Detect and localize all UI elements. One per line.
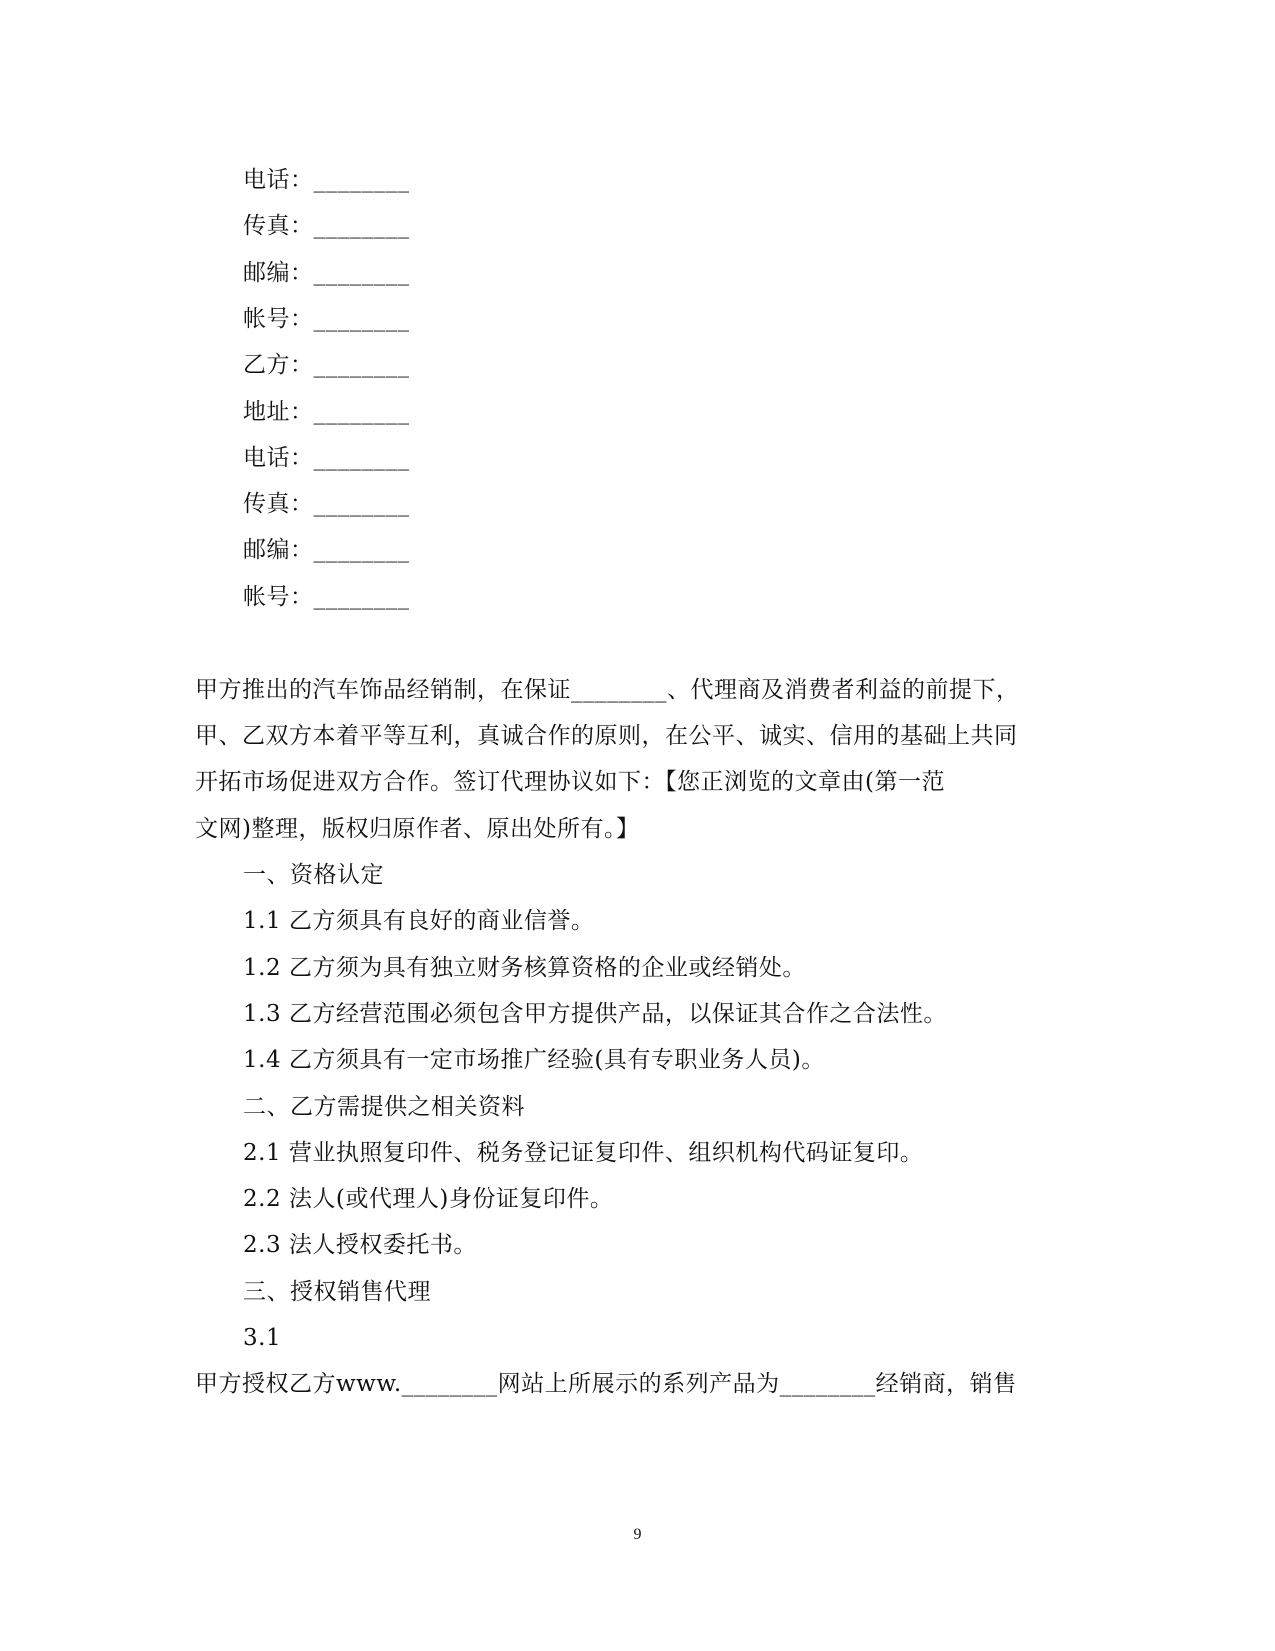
preamble-line-1: 甲方推出的汽车饰品经销制，在保证________、代理商及消费者利益的前提下， <box>195 677 1020 703</box>
party-b-fax-line: 传真：________ <box>243 491 410 517</box>
party-b-account-line: 帐号：________ <box>243 584 410 610</box>
party-a-account-line: 帐号：________ <box>243 306 410 332</box>
preamble-line-3: 开拓市场促进双方合作。签订代理协议如下：【您正浏览的文章由(第一范 <box>195 769 945 795</box>
party-a-fax-line: 传真：________ <box>243 213 410 239</box>
clause-2-2: 2.2 法人(或代理人)身份证复印件。 <box>243 1186 614 1212</box>
section-3-heading: 三、授权销售代理 <box>243 1279 431 1305</box>
party-a-postcode-line: 邮编：________ <box>243 260 410 286</box>
clause-1-1: 1.1 乙方须具有良好的商业信誉。 <box>243 908 595 934</box>
section-2-heading: 二、乙方需提供之相关资料 <box>243 1094 525 1120</box>
clause-3-1-number: 3.1 <box>243 1325 282 1351</box>
clause-1-3: 1.3 乙方经营范围必须包含甲方提供产品，以保证其合作之合法性。 <box>243 1001 947 1027</box>
preamble-line-2: 甲、乙双方本着平等互利，真诚合作的原则，在公平、诚实、信用的基础上共同 <box>195 723 1018 749</box>
section-1-heading: 一、资格认定 <box>243 862 384 888</box>
clause-1-2: 1.2 乙方须为具有独立财务核算资格的企业或经销处。 <box>243 955 806 981</box>
clause-2-3: 2.3 法人授权委托书。 <box>243 1232 477 1258</box>
party-b-address-line: 地址：________ <box>243 399 410 425</box>
party-b-line: 乙方：________ <box>243 352 410 378</box>
clause-2-1: 2.1 营业执照复印件、税务登记证复印件、组织机构代码证复印。 <box>243 1140 924 1166</box>
party-a-phone-line: 电话：________ <box>243 167 410 193</box>
clause-3-1-text: 甲方授权乙方www.________网站上所展示的系列产品为________经销商，销售 <box>195 1371 1017 1397</box>
clause-1-4: 1.4 乙方须具有一定市场推广经验(具有专职业务人员)。 <box>243 1047 825 1073</box>
preamble-line-4: 文网)整理，版权归原作者、原出处所有。】 <box>195 816 640 842</box>
page-number: 9 <box>633 1526 642 1543</box>
party-b-phone-line: 电话：________ <box>243 445 410 471</box>
party-b-postcode-line: 邮编：________ <box>243 537 410 563</box>
